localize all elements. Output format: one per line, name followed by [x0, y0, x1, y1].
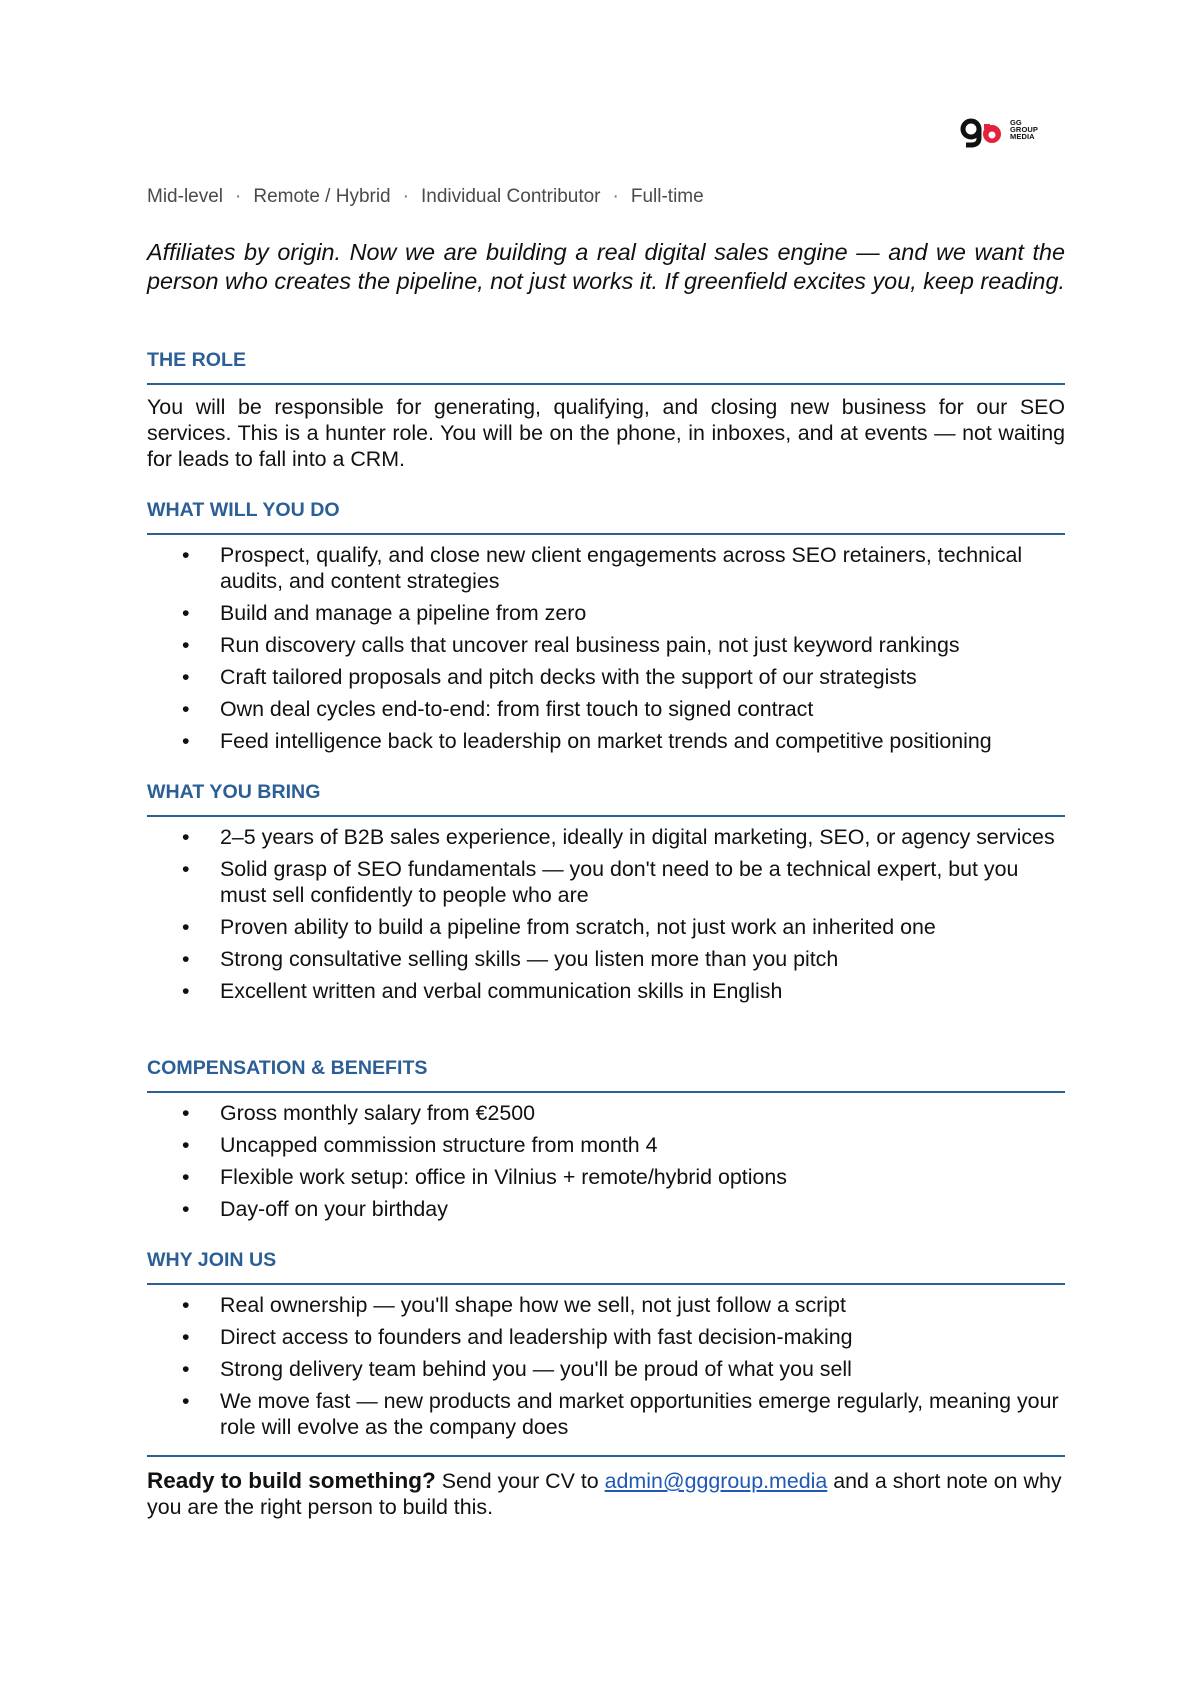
section-title-role: THE ROLE	[147, 349, 1065, 385]
bullet-icon: •	[182, 947, 190, 971]
bullet-icon: •	[182, 1133, 190, 1157]
meta-level: Mid-level	[147, 186, 224, 207]
bullet-icon: •	[182, 729, 190, 753]
list-item: • Craft tailored proposals and pitch decks with the support of our strategists	[182, 665, 917, 689]
list-item: • Own deal cycles end-to-end: from first touch to signed contract	[182, 697, 814, 721]
meta-type: Individual Contributor	[420, 186, 601, 207]
list-item: • Run discovery calls that uncover real business pain, not just keyword rankings	[182, 633, 960, 657]
call-to-action	[147, 1468, 1065, 1520]
bullet-icon: •	[182, 665, 190, 689]
list-item: • Flexible work setup: office in Vilnius + remote/hybrid options	[182, 1165, 787, 1189]
bullet-icon: •	[182, 979, 190, 1003]
role-paragraph: You will be responsible for generating, qualifying, and closing new business for our SEO services. This is a hunter role. You will be on the phone, in inboxes, and at events — not waiting for leads to fall into a CRM.	[147, 395, 1065, 471]
intro-paragraph: Affiliates by origin. Now we are building a real digital sales engine — and we want the person who creates the pipeline, not just works it. If greenfield excites you, keep reading.	[147, 239, 1065, 294]
list-item: • 2–5 years of B2B sales experience, ideally in digital marketing, SEO, or agency services	[182, 825, 1055, 849]
list-item: • Solid grasp of SEO fundamentals — you don't need to be a technical expert, but you must sell confidently to people who are	[182, 857, 1019, 907]
bullet-icon: •	[182, 857, 190, 881]
meta-separator: ·	[402, 186, 409, 207]
bullet-icon: •	[182, 1293, 190, 1317]
list-item: • Prospect, qualify, and close new client engagements across SEO retainers, technical audits, and content strategies	[182, 543, 1023, 593]
why-join-list	[147, 1292, 1065, 1446]
meta-separator: ·	[612, 186, 619, 207]
what-you-do-list	[147, 542, 1065, 760]
list-item: • Real ownership — you'll shape how we sell, not just follow a script	[182, 1293, 846, 1317]
compensation-list	[147, 1100, 1065, 1228]
email-link[interactable]: admin@gggroup.media	[604, 1469, 828, 1493]
bullet-icon: •	[182, 1389, 190, 1413]
bullet-icon: •	[182, 601, 190, 625]
bullet-icon: •	[182, 1165, 190, 1189]
job-meta	[147, 186, 704, 208]
bullet-icon: •	[182, 1357, 190, 1381]
cta-text-after: and a short note on why you are the right person to build this.	[147, 1469, 1062, 1519]
logo-mark-icon	[960, 118, 1008, 148]
bullet-icon: •	[182, 1325, 190, 1349]
section-title-what-you-do: WHAT WILL YOU DO	[147, 499, 1065, 535]
section-title-what-you-bring: WHAT YOU BRING	[147, 781, 1065, 817]
section-title-compensation: COMPENSATION & BENEFITS	[147, 1057, 1065, 1093]
bullet-icon: •	[182, 697, 190, 721]
list-item: • Direct access to founders and leadership with fast decision-making	[182, 1325, 853, 1349]
bullet-icon: •	[182, 543, 190, 567]
bullet-icon: •	[182, 633, 190, 657]
list-item: • Uncapped commission structure from month 4	[182, 1133, 658, 1157]
cta-text-before: Send your CV to	[435, 1469, 605, 1493]
meta-schedule: Full-time	[630, 186, 704, 207]
meta-location: Remote / Hybrid	[253, 186, 391, 207]
bullet-icon: •	[182, 915, 190, 939]
logo-wordmark: GG GROUP MEDIA	[1010, 118, 1039, 141]
bullet-icon: •	[182, 1101, 190, 1125]
cta-divider	[147, 1455, 1065, 1457]
cta-lead: Ready to build something?	[147, 1468, 436, 1493]
list-item: • Feed intelligence back to leadership on market trends and competitive positioning	[182, 729, 992, 753]
list-item: • Gross monthly salary from €2500	[182, 1101, 536, 1125]
list-item: • Proven ability to build a pipeline from scratch, not just work an inherited one	[182, 915, 936, 939]
list-item: • Strong delivery team behind you — you'll be proud of what you sell	[182, 1357, 852, 1381]
bullet-icon: •	[182, 1197, 190, 1221]
list-item: • Excellent written and verbal communication skills in English	[182, 979, 783, 1003]
company-logo	[960, 118, 1050, 148]
what-you-bring-list	[147, 824, 1065, 1010]
list-item: • Strong consultative selling skills — you listen more than you pitch	[182, 947, 839, 971]
list-item: • Build and manage a pipeline from zero	[182, 601, 587, 625]
list-item: • Day-off on your birthday	[182, 1197, 448, 1221]
section-title-why-join: WHY JOIN US	[147, 1249, 1065, 1285]
meta-separator: ·	[235, 186, 242, 207]
bullet-icon: •	[182, 825, 190, 849]
list-item: • We move fast — new products and market opportunities emerge regularly, meaning your role will evolve as the company does	[182, 1389, 1059, 1439]
